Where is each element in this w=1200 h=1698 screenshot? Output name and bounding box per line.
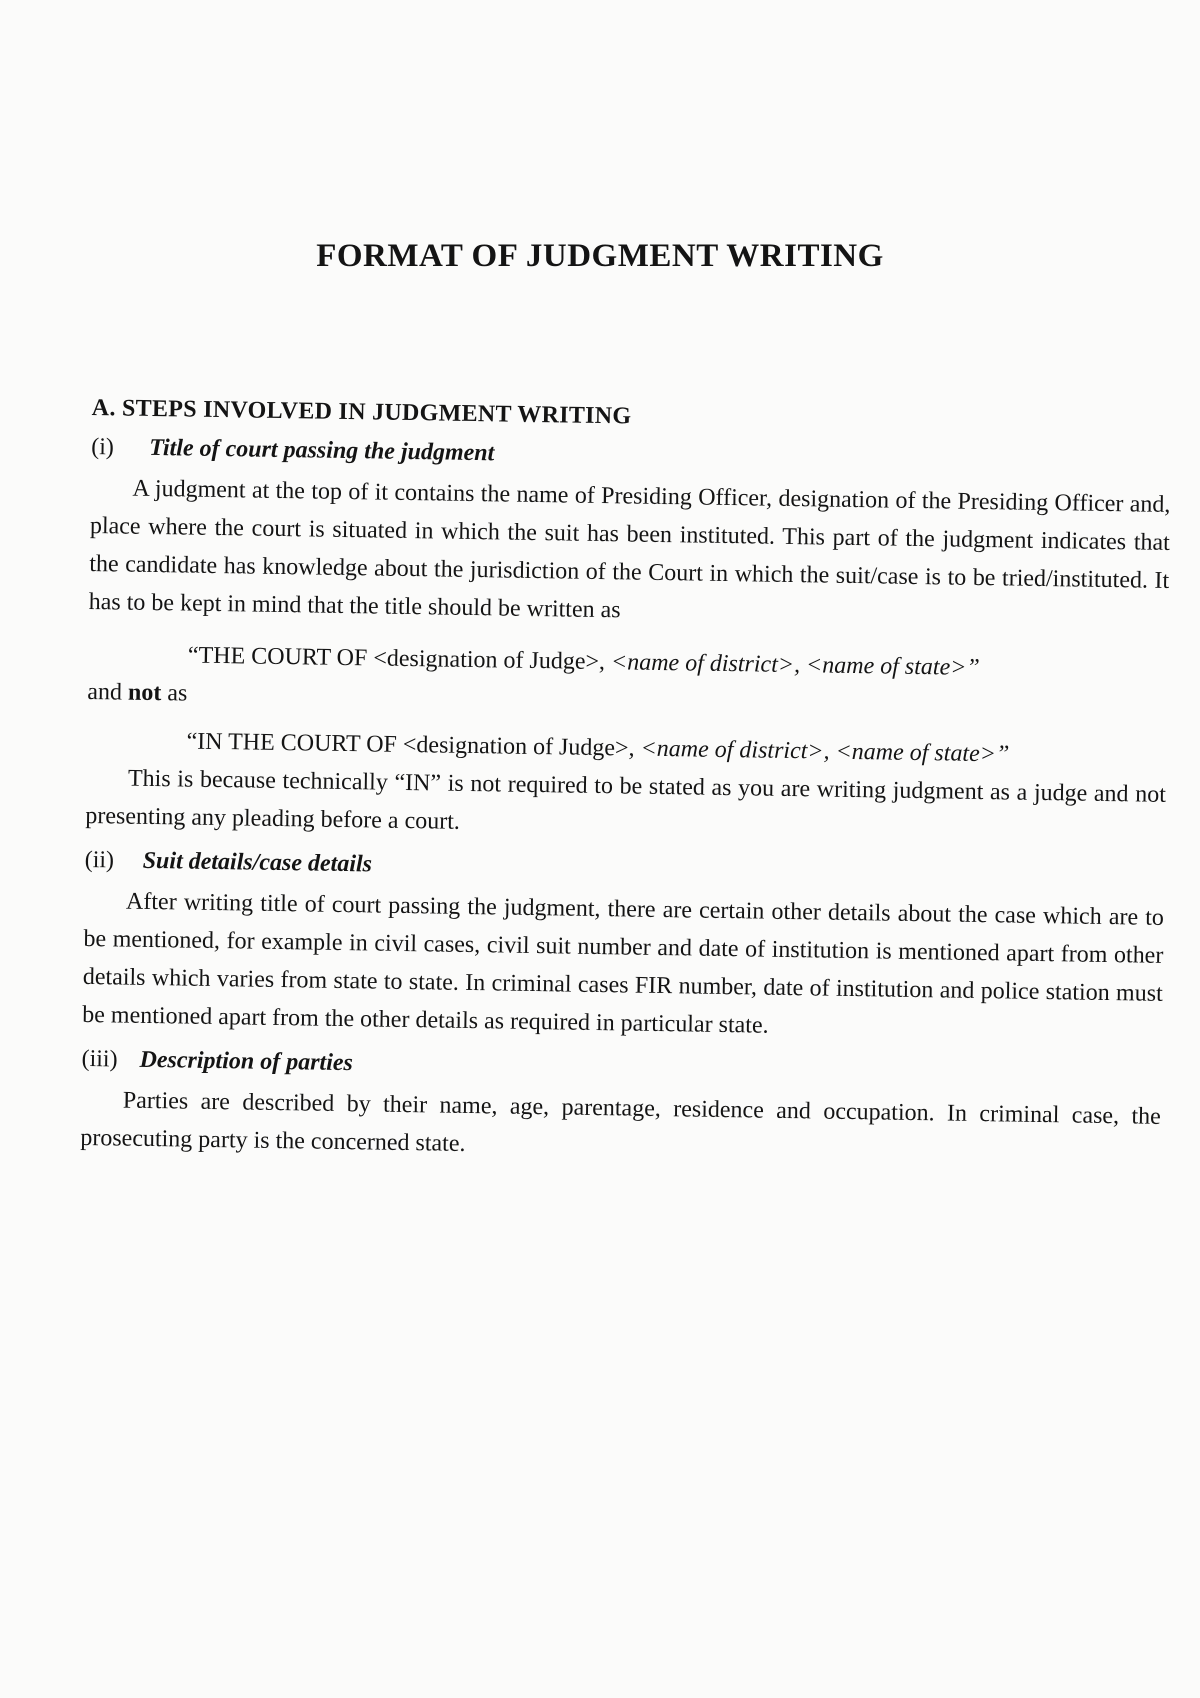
correct-title-italic: <name of district>, <name of state>”: [610, 649, 980, 681]
step-2-paragraph: After writing title of court passing the judgment, there are certain other details about the case which are to be mentioned, for example in civil cases, civil suit number and date of institution is mentioned apart from other details which varies from state to state. In criminal cases FIR number, date of institution and police station must be mentioned apart from the other details as required in particular state.: [82, 888, 1165, 1039]
section-a-heading: A. STEPS INVOLVED IN JUDGMENT WRITING: [91, 395, 632, 430]
incorrect-title-italic: <name of district>, <name of state>”: [640, 735, 1010, 768]
as-suffix: as: [161, 680, 188, 707]
step-1-number: (i): [90, 433, 115, 461]
document-title: FORMAT OF JUDGMENT WRITING: [316, 238, 884, 274]
incorrect-title-main: “IN THE COURT OF <designation of Judge>,: [186, 728, 641, 762]
step-3-paragraph: Parties are described by their name, age, parentage, residence and occupation. In criminal case, the prosecuting party is the concerned state.: [80, 1087, 1161, 1157]
and-prefix: and: [87, 678, 129, 706]
step-2-number: (ii): [84, 846, 115, 874]
correct-title-main: “THE COURT OF <designation of Judge>,: [187, 642, 612, 676]
step-2-label: Suit details/case details: [142, 847, 373, 878]
not-emphasis: not: [127, 679, 162, 707]
step-3-number: (iii): [81, 1045, 118, 1073]
step-1-explanation: This is because technically “IN” is not required to be stated as you are writing judgment as a judge and not presenting any pleading before a court.: [85, 765, 1167, 835]
document-body: [80, 395, 1172, 1180]
step-1-paragraph: A judgment at the top of it contains the name of Presiding Officer, designation of the Presiding Officer and, place where the court is situated in which the suit has been instituted. This part of the judgment indicates that the candidate has knowledge about the jurisdiction of the Court in which the suit/case is to be tried/instituted. It has to be kept in mind that the title should be written as: [88, 475, 1171, 624]
step-3-label: Description of parties: [139, 1046, 354, 1077]
step-1-label: Title of court passing the judgment: [148, 434, 495, 467]
